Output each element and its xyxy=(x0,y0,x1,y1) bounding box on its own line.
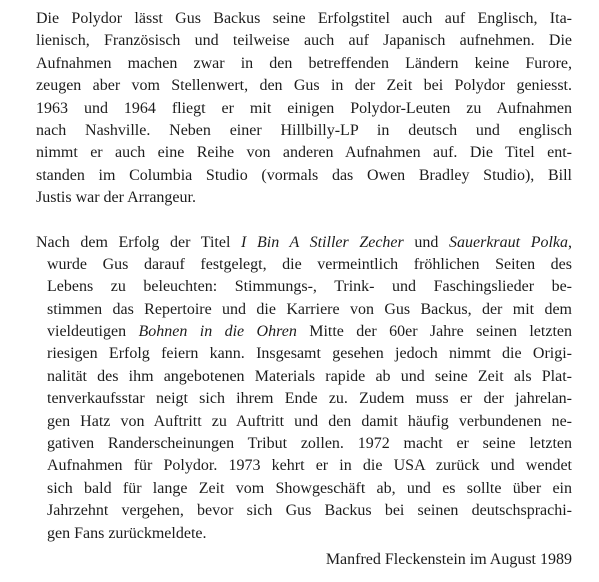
text-line: wurde Gus darauf festgelegt, die vermeintlich fröhlichen Seiten des xyxy=(47,255,572,273)
paragraph-1 xyxy=(36,8,572,210)
text-run: Nach dem Erfolg der Titel xyxy=(36,233,242,251)
song-title: Bohnen in die Ohren xyxy=(138,323,297,341)
text-line: Jahrzehnt vergehen, bevor sich Gus Backus bei seinen deutschsprachi- xyxy=(47,502,572,520)
text-line: zeugen aber vom Stellenwert, den Gus in der Zeit bei Polydor geniesst. xyxy=(36,77,572,95)
text-run: Mitte der 60er Jahre seinen letzten xyxy=(296,323,572,341)
text-line: gen Fans zurückmeldete. xyxy=(47,524,207,542)
text-line xyxy=(36,321,572,343)
text-line: standen im Columbia Studio (vormals das Owen Bradley Studio), Bill xyxy=(36,166,572,184)
text-line: Lebens zu beleuchten: Stimmungs-, Trink- und Faschingslieder be- xyxy=(47,278,572,296)
text-line: riesigen Erfolg feiern kann. Insgesamt gesehen jedoch nimmt die Origi- xyxy=(47,345,572,363)
text-run: , xyxy=(568,233,573,251)
author-signature: Manfred Fleckenstein im August 1989 xyxy=(325,550,572,568)
text-line: stimmen das Repertoire und die Karriere von Gus Backus, der mit dem xyxy=(47,300,572,318)
song-title: I Bin A Stiller Zecher xyxy=(241,233,404,251)
text-line: nalität des ihm angebotenen Materials rapide ab und seine Zeit als Plat- xyxy=(47,367,572,385)
paragraph-2 xyxy=(36,232,572,545)
text-line: Aufnahmen machen zwar in den betreffenden Ländern keine Furore, xyxy=(36,54,572,72)
text-line: gativen Randerscheinungen Tribut zollen. 1972 macht er seine letzten xyxy=(47,435,572,453)
text-line: nimmt er auch eine Reihe von anderen Aufnahmen auf. Die Titel ent- xyxy=(36,144,572,162)
text-line: 1963 und 1964 fliegt er mit einigen Polydor-Leuten zu Aufnahmen xyxy=(36,99,572,117)
text-line: Justis war der Arrangeur. xyxy=(36,189,196,207)
text-line: Aufnahmen für Polydor. 1973 kehrt er in die USA zurück und wendet xyxy=(47,457,572,475)
text-line xyxy=(36,232,572,254)
text-line: nach Nashville. Neben einer Hillbilly-LP in deutsch und englisch xyxy=(36,121,572,139)
text-line: lienisch, Französisch und teilweise auch auf Japanisch aufnehmen. Die xyxy=(36,32,572,50)
text-line: Die Polydor lässt Gus Backus seine Erfolgstitel auch auf Englisch, Ita- xyxy=(36,10,572,27)
text-line: sich bald für lange Zeit vom Showgeschäft ab, und es sollte über ein xyxy=(47,479,572,497)
text-line: tenverkaufsstar neigt sich ihrem Ende zu. Zudem muss er der jahrelan- xyxy=(47,390,572,408)
document-page xyxy=(36,8,572,571)
text-line: gen Hatz von Auftritt zu Auftritt und den damit häufig verbundenen ne- xyxy=(47,412,572,430)
song-title: Sauerkraut Polka xyxy=(449,233,569,251)
text-run: vieldeutigen xyxy=(47,323,139,341)
text-run: und xyxy=(403,233,449,251)
